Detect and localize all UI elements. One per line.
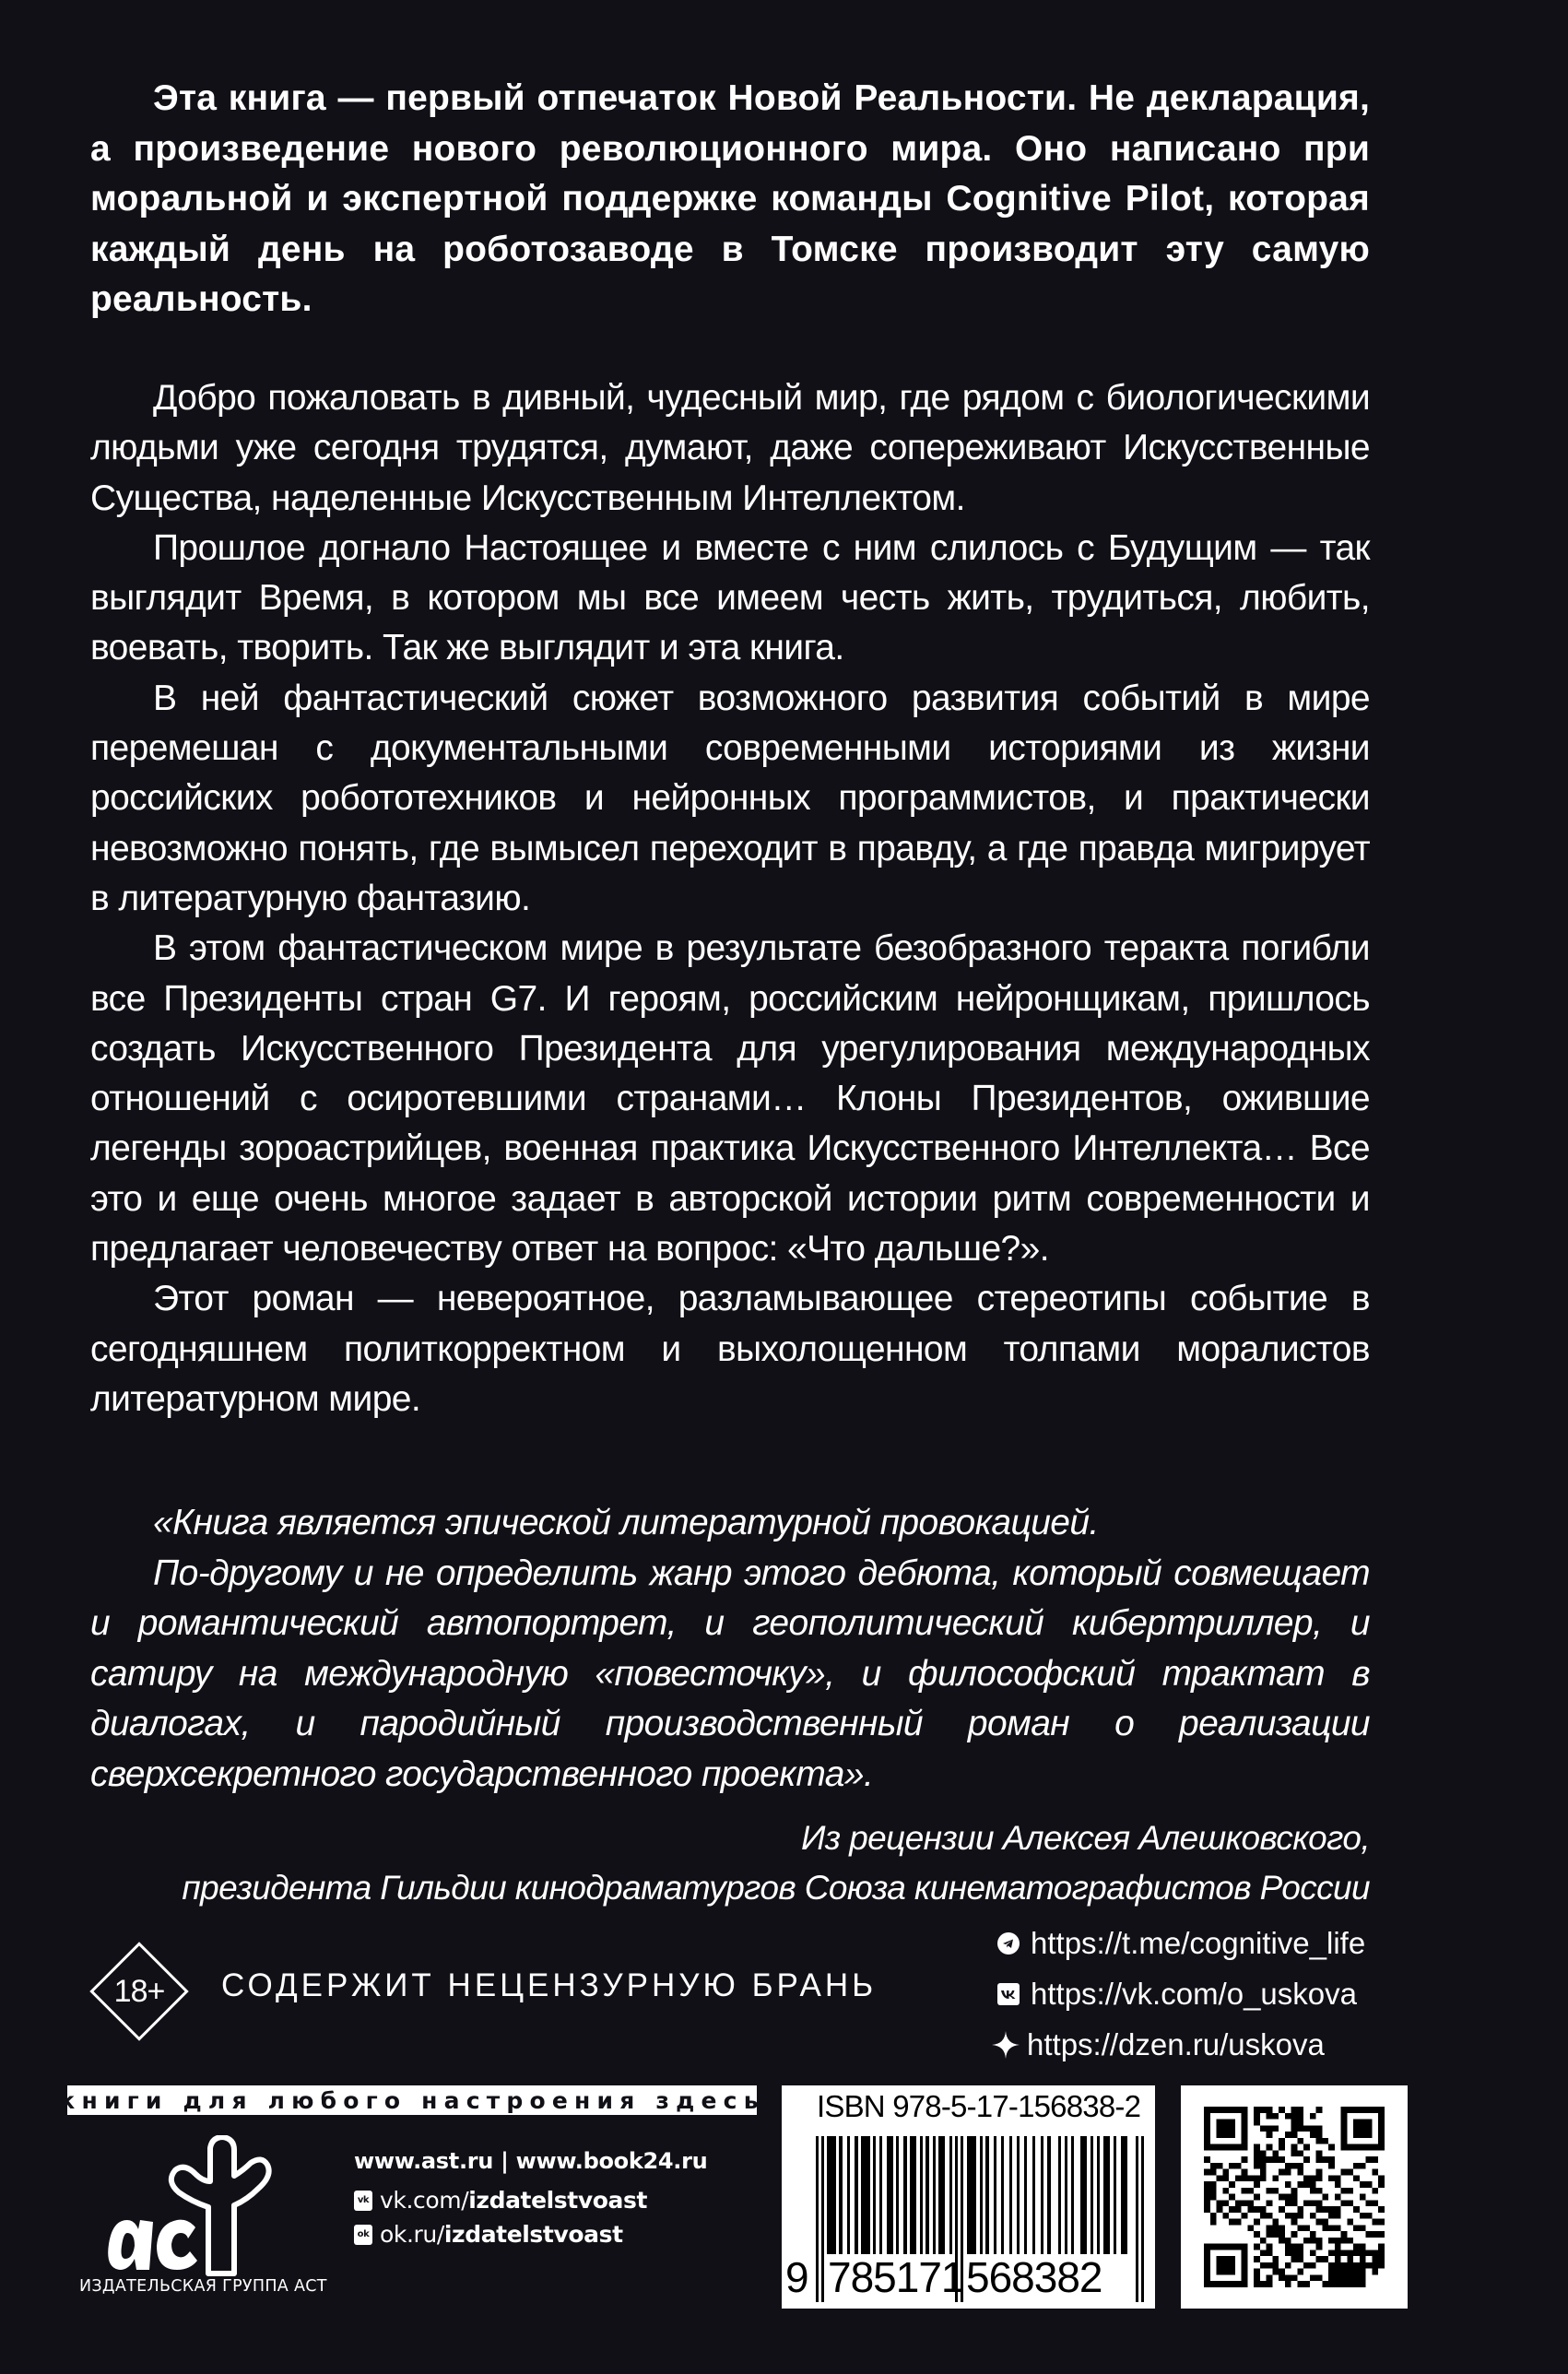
publisher-vk-link[interactable] <box>354 2187 707 2214</box>
ast-logo <box>100 2135 284 2283</box>
description-body <box>90 373 1370 1424</box>
vk-icon <box>997 1983 1020 2005</box>
qr-code[interactable] <box>1181 2085 1408 2309</box>
link-vk[interactable] <box>996 1968 1365 2019</box>
telegram-icon <box>997 1932 1020 1955</box>
body-paragraph-5: Этот роман — невероятное, разламывающее стереотипы событие в сегодняшнем политкорректном и выхолощенном толпами моралистов литературном мире. <box>90 1279 1370 1419</box>
qr-code-icon <box>1204 2107 1385 2287</box>
ean-right-group: 568382 <box>966 2253 1102 2301</box>
isbn-number: ISBN 978-5-17-156838-2 <box>817 2089 1141 2123</box>
publisher-links <box>354 2148 707 2248</box>
vk-prefix: vk.com/ <box>380 2187 469 2214</box>
ean-digits <box>782 2250 1155 2305</box>
telegram-url[interactable]: https://t.me/cognitive_life <box>1031 1926 1366 1960</box>
ok-prefix: ok.ru/ <box>380 2221 444 2248</box>
ast-logo-icon <box>100 2135 284 2283</box>
body-paragraph-4: В этом фантастическом мире в результате безобразного теракта погибли все Президенты стран G7. И героям, российским нейронщикам, пришлось создать Искусственного Президента для урегулирования международных отношений с осиротевшими странами… Клоны Президентов, ожившие легенды зороастрийцев, военная практика Искусственного Интеллекта… Все это и еще очень многое задает в авторской истории ритм современности и предлагает человечеству ответ на вопрос: «Что дальше?». <box>90 928 1370 1270</box>
author-links <box>996 1918 1365 2070</box>
review-quote <box>90 1498 1370 1800</box>
link-telegram[interactable] <box>996 1918 1365 1968</box>
age-rating-badge <box>90 1943 188 2040</box>
ean-left-group: 785171 <box>828 2253 964 2301</box>
publisher-caption: ИЗДАТЕЛЬСКАЯ ГРУППА АСТ <box>79 2277 327 2296</box>
publisher-slogan: книги для любого настроения здесь <box>59 2086 765 2114</box>
content-warning: СОДЕРЖИТ НЕЦЕНЗУРНУЮ БРАНЬ <box>221 1967 878 2003</box>
body-paragraph-1: Добро пожаловать в дивный, чудесный мир, где рядом с биологическими людьми уже сегодня трудятся, думают, даже сопереживают Искусственные Существа, наделенные Искусственным Интеллектом. <box>90 378 1370 518</box>
isbn-barcode <box>782 2085 1155 2309</box>
link-dzen[interactable] <box>996 2019 1365 2070</box>
lead-text: Эта книга — первый отпечаток Новой Реальности. Не декларация, а произведение нового революционного мира. Оно написано при моральной и экспертной поддержке команды Cognitive Pilot, которая каждый день на роботозаводе в Томске производит эту самую реальность. <box>90 78 1370 319</box>
quote-paragraph-2: По-другому и не определить жанр этого дебюта, который совмещает и романтический автопортрет, и геополитический кибертриллер, и сатиру на международную «повесточку», и философский трактат в диалогах, и пародийный производственный роман о реализации сверхсекретного государственного проекта». <box>90 1553 1370 1794</box>
vk-url[interactable]: https://vk.com/o_uskova <box>1031 1977 1357 2011</box>
attribution-line-1: Из рецензии Алексея Алешковского, <box>801 1819 1370 1857</box>
quote-paragraph-1: «Книга является эпической литературной провокацией. <box>153 1503 1099 1542</box>
vk-icon: vk <box>354 2191 372 2211</box>
lead-paragraph <box>90 74 1370 325</box>
publisher-websites[interactable]: www.ast.ru | www.book24.ru <box>354 2148 708 2174</box>
body-paragraph-3: В ней фантастический сюжет возможного развития событий в мире перемешан с документальными современными историями из жизни российских робототехников и нейронных программистов, и практически невозможно понять, где вымысел переходит в правду, а где правда мигрирует в литературную фантазию. <box>90 678 1370 918</box>
age-rating-label: 18+ <box>113 1973 165 2009</box>
publisher-ok-link[interactable] <box>354 2221 707 2248</box>
odnoklassniki-icon: ok <box>354 2225 372 2245</box>
body-paragraph-2: Прошлое догнало Настоящее и вместе с ним слилось с Будущим — так выглядит Время, в котором мы все имеем честь жить, трудиться, любить, воевать, творить. Так же выглядит и эта книга. <box>90 527 1370 668</box>
ean-first-digit: 9 <box>785 2253 808 2301</box>
attribution-line-2: президента Гильдии кинодраматургов Союза кинематографистов России <box>182 1869 1370 1907</box>
dzen-url[interactable]: https://dzen.ru/uskova <box>1027 2027 1325 2061</box>
dzen-icon <box>990 2032 1021 2058</box>
ok-handle: izdatelstvoast <box>443 2221 623 2248</box>
vk-handle: izdatelstvoast <box>468 2187 648 2214</box>
quote-attribution <box>90 1813 1370 1913</box>
